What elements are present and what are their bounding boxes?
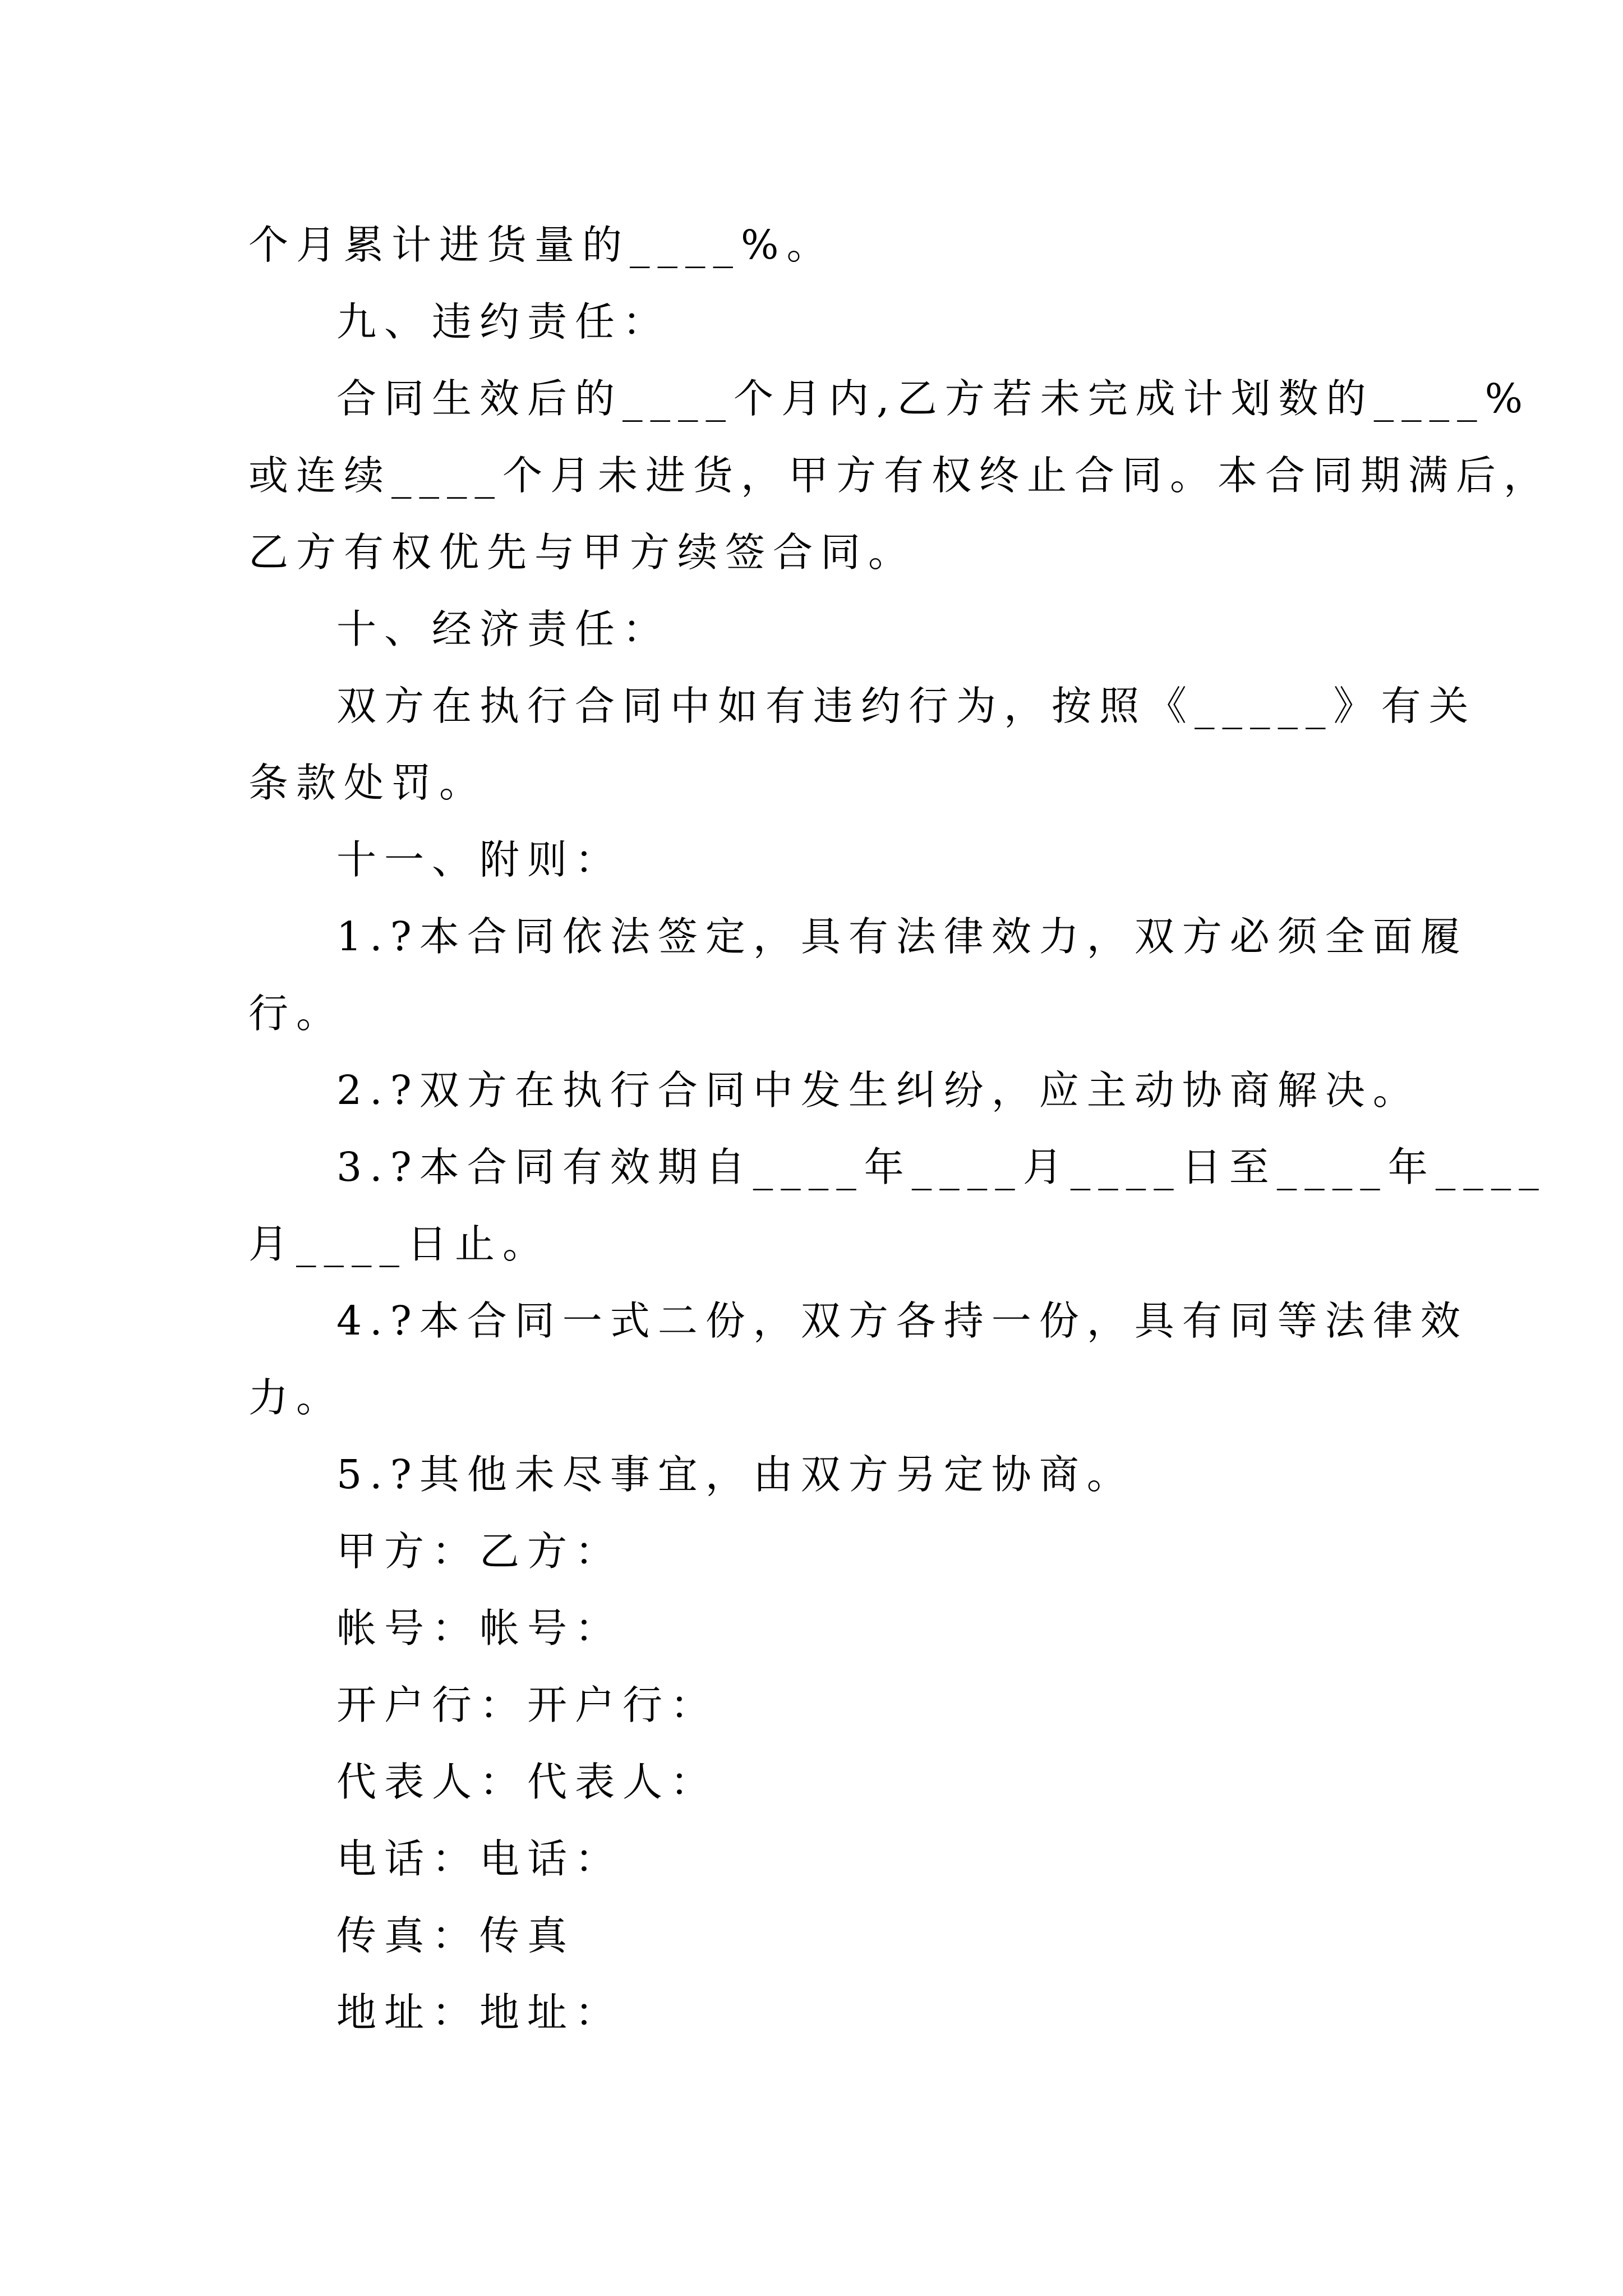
signature-fax-line: 传真：传真 bbox=[336, 1912, 575, 1959]
text-line: 月____日止。 bbox=[248, 1221, 551, 1267]
text-line: 5.?其他未尽事宜，由双方另定协商。 bbox=[336, 1451, 1135, 1498]
text-line: 合同生效后的____个月内,乙方若未完成计划数的____% bbox=[336, 375, 1531, 422]
signature-representative-line: 代表人：代表人： bbox=[336, 1759, 718, 1805]
signature-party-line: 甲方：乙方： bbox=[336, 1528, 623, 1575]
signature-phone-line: 电话：电话： bbox=[336, 1835, 623, 1882]
section-heading: 九、违约责任： bbox=[336, 298, 671, 345]
text-line: 1.?本合同依法签定，具有法律效力，双方必须全面履 bbox=[336, 913, 1468, 960]
text-line: 4.?本合同一式二份，双方各持一份，具有同等法律效 bbox=[336, 1297, 1468, 1344]
section-heading: 十一、附则： bbox=[336, 836, 623, 883]
text-line: 条款处罚。 bbox=[248, 760, 487, 806]
text-line: 3.?本合同有效期自____年____月____日至____年____ bbox=[336, 1144, 1547, 1190]
text-line: 个月累计进货量的____%。 bbox=[248, 222, 834, 268]
text-line: 力。 bbox=[248, 1374, 344, 1421]
text-line: 2.?双方在执行合同中发生纠纷，应主动协商解决。 bbox=[336, 1067, 1421, 1114]
text-line: 或连续____个月未进货，甲方有权终止合同。本合同期满后， bbox=[248, 452, 1552, 499]
text-line: 行。 bbox=[248, 990, 344, 1037]
section-heading: 十、经济责任： bbox=[336, 606, 671, 652]
signature-address-line: 地址：地址： bbox=[336, 1989, 623, 2036]
signature-account-line: 帐号：帐号： bbox=[336, 1605, 623, 1651]
text-line: 双方在执行合同中如有违约行为，按照《_____》有关 bbox=[336, 683, 1477, 729]
signature-bank-line: 开户行：开户行： bbox=[336, 1682, 718, 1728]
text-line: 乙方有权优先与甲方续签合同。 bbox=[248, 529, 916, 576]
